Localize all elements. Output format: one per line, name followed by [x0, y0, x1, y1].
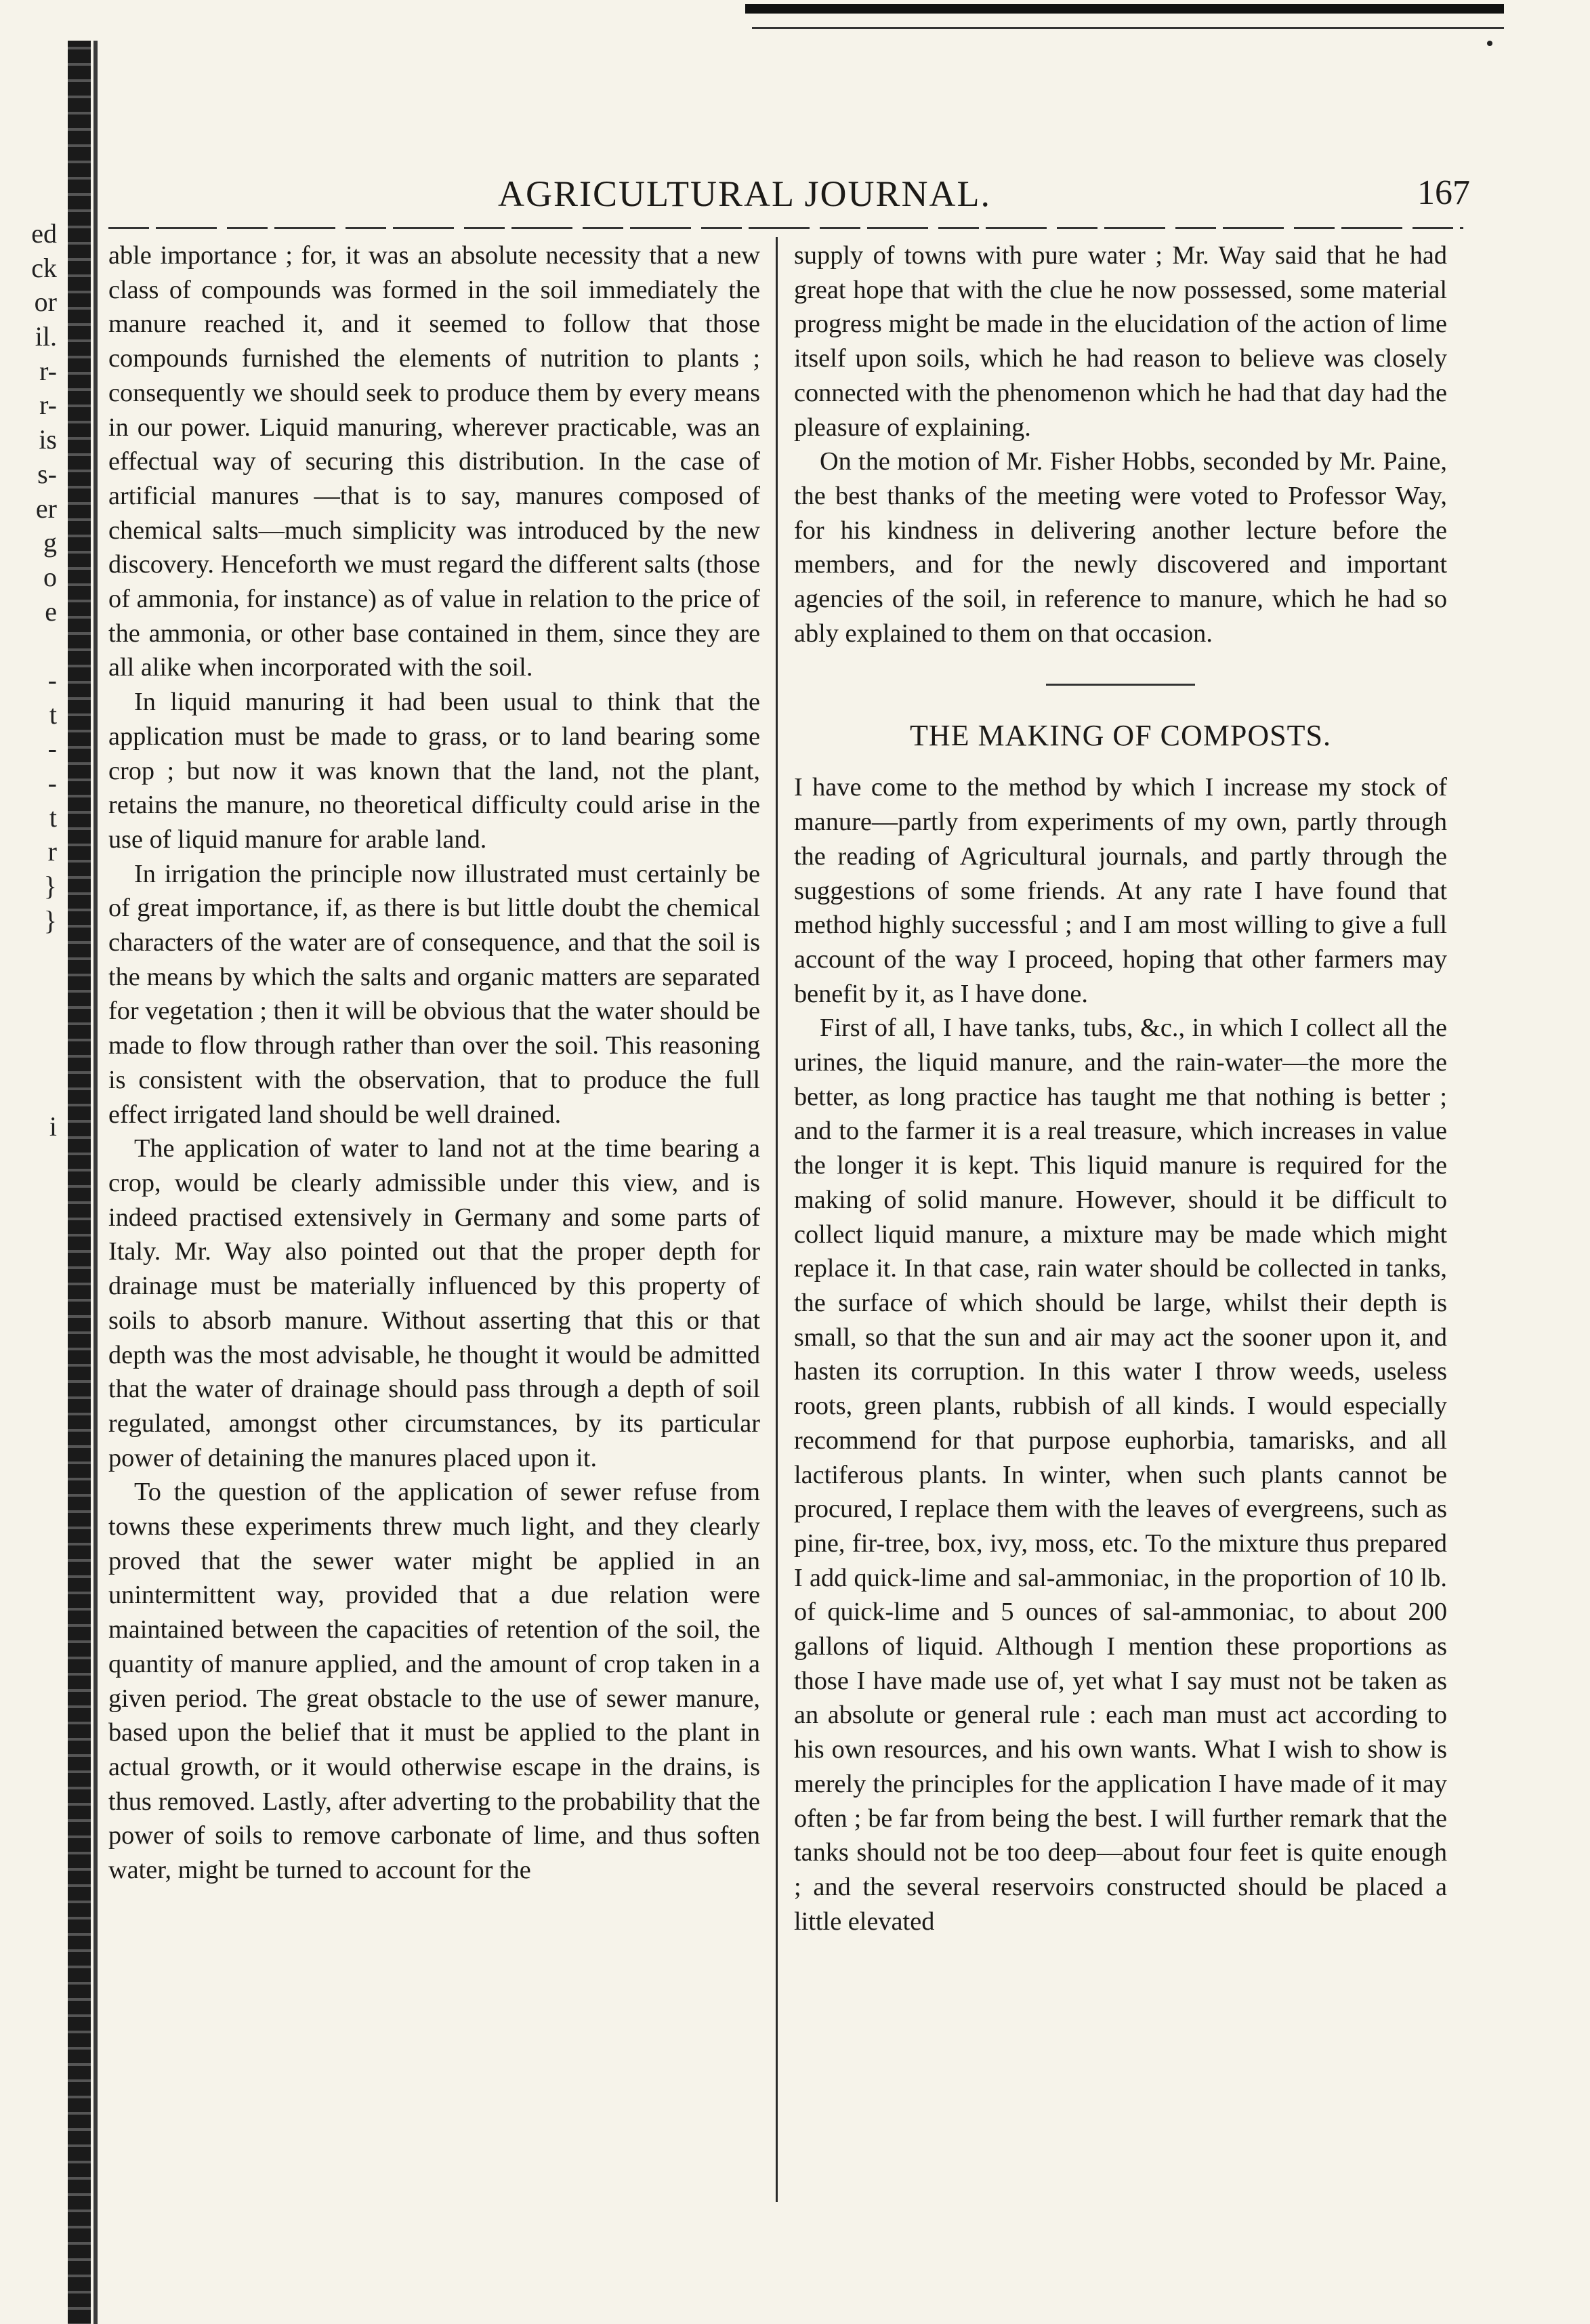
- margin-fragment: r-: [39, 390, 57, 421]
- margin-fragment: e: [45, 596, 57, 627]
- page-binding-shadow: [93, 41, 98, 2324]
- paragraph: In irrigation the principle now illustrated must certainly be of great importance, if, as there is but little doubt the chemical characters of the water are of consequence, and that the soil is the means by which the salts and organic matters are separated for vegetation ; then it will be obvious that the water should be made to flow through rather than over the soil. This reasoning is consistent with the observation, that to produce the full effect irrigated land should be well drained.: [108, 859, 760, 1129]
- paragraph: To the question of the application of sewer refuse from towns these experiments threw much light, and they clearly proved that the sewer water might be applied in an unintermittent way, provided that a due relation were maintained between the capacities of retention of the soil, the quantity of manure applied, and the amount of crop taken in a given period. The great obstacle to the use of sewer manure, based upon the belief that it must be applied to the plant in actual growth, or it would otherwise escape in the drains, is thus removed. Lastly, after adverting to the probability that the power of soils to remove carbonate of lime, and thus soften water, might be turned to account for the: [108, 1478, 760, 1885]
- margin-fragment: r-: [39, 355, 57, 386]
- top-border-line: [745, 4, 1504, 14]
- margin-fragment: [3, 1007, 57, 1041]
- ink-speck: [1487, 41, 1492, 46]
- paragraph: The application of water to land not at the time bearing a crop, would be clearly admissible under this view, and is indeed practised extensively in Germany and some parts of Italy. Mr. Way also pointed out that the proper depth for drainage must be materially influenced by this property of soils to absorb manure. Without asserting that this or that depth was the most advisable, he thought it would be admitted that the water of drainage should pass through a depth of soil regulated, amongst other circumstances, by its particular power of detaining the manures placed upon it.: [108, 1134, 760, 1472]
- margin-fragment: r: [47, 836, 57, 867]
- section-separator: [794, 650, 1447, 719]
- journal-title: AGRICULTURAL JOURNAL.: [498, 173, 992, 214]
- section-heading: THE MAKING OF COMPOSTS.: [910, 719, 1331, 753]
- paragraph: I have come to the method by which I increase my stock of manure—partly from experiments of my own, partly through the reading of Agricultural journals, and partly through the suggestions of some friends. At any rate I have found that method highly successful ; and I am most willing to give a full account of the way I proceed, hoping that other farmers may benefit by it, as I have done.: [794, 773, 1447, 1008]
- margin-fragment: }: [43, 905, 57, 936]
- paragraph: On the motion of Mr. Fisher Hobbs, seconded by Mr. Paine, the best thanks of the meeting were voted to Professor Way, for his kindness in delivering another lecture before the members, and for the newly discovered and important agencies of the soil, in reference to manure, which he had so ably explained to them on that occasion.: [794, 447, 1447, 648]
- margin-fragment: i: [49, 1111, 57, 1142]
- margin-fragment: [3, 629, 57, 663]
- margin-fragment: ed: [31, 218, 57, 249]
- margin-fragment: [3, 972, 57, 1007]
- margin-fragment: g: [43, 527, 57, 558]
- margin-fragment: t: [49, 802, 57, 833]
- running-header: [108, 173, 1470, 220]
- facing-page-margin: [3, 217, 57, 1247]
- right-column: [794, 238, 1447, 1938]
- margin-fragment: [3, 1213, 57, 1247]
- margin-fragment: [3, 1178, 57, 1213]
- margin-fragment: [3, 1144, 57, 1179]
- paragraph: able importance ; for, it was an absolute necessity that a new class of compounds was formed in the soil immediately the manure reached it, and it seemed to follow that those compounds furnished the elements of nutrition to plants ; consequently we should seek to produce them by every means in our power. Liquid manuring, wherever practicable, was an effectual way of securing this distribution. In the case of artificial manures —that is to say, manures composed of chemical salts—much simplicity was introduced by the new discovery. Henceforth we must regard the different salts (those of ammonia, for instance) as of value in relation to the price of the ammonia, or other base contained in them, since they are all alike when incorporated with the soil.: [108, 241, 760, 682]
- column-divider: [776, 237, 778, 2202]
- margin-fragment: -: [47, 664, 57, 695]
- top-thin-line: [752, 27, 1504, 29]
- margin-fragment: s-: [37, 458, 57, 489]
- margin-fragment: [3, 1041, 57, 1076]
- margin-fragment: -: [47, 768, 57, 798]
- paragraph: First of all, I have tanks, tubs, &c., in which I collect all the urines, the liquid manure, and the rain-water—the more the better, as long practice has taught me that nothing is better ; and to the farmer it is a real treasure, which increases in value the longer it is kept. This liquid manure is required for the making of solid manure. However, should it be difficult to collect liquid manure, a mixture may be made which might replace it. In that case, rain water should be collected in tanks, the surface of which should be large, whilst their depth is small, so that the sun and air may act the sooner upon it, and hasten its corruption. In this water I throw weeds, useless roots, green plants, rubbish of all kinds. I would especially recommend for that purpose euphorbia, tamarisks, and all lactiferous plants. In winter, when such plants cannot be procured, I replace them with the leaves of evergreens, such as pine, fir-tree, box, ivy, moss, etc. To the mixture thus prepared I add quick-lime and sal-ammoniac, in the proportion of 10 lb. of quick-lime and 5 ounces of sal-ammoniac, to about 200 gallons of liquid. Although I mention these proportions as those I have made use of, yet what I say must not be taken as an absolute or general rule : each man must act according to his own resources, and his own wants. What I wish to show is merely the principles for the application I have made of it may often ; be far from being the best. I will further remark that the tanks should not be too deep—about four feet is quite enough ; and the several reservoirs constructed should be placed a little elevated: [794, 1014, 1447, 1936]
- page-number: 167: [1417, 173, 1470, 212]
- margin-fragment: }: [43, 871, 57, 902]
- margin-fragment: -: [47, 733, 57, 764]
- margin-fragment: il.: [35, 321, 57, 352]
- margin-fragment: ck: [31, 252, 57, 283]
- header-rule: [108, 227, 1463, 229]
- margin-fragment: er: [35, 493, 57, 524]
- margin-fragment: [3, 938, 57, 972]
- margin-fragment: is: [39, 424, 57, 455]
- margin-fragment: t: [49, 699, 57, 730]
- margin-fragment: o: [43, 561, 57, 592]
- left-column: [108, 238, 760, 1888]
- margin-fragment: or: [34, 287, 57, 318]
- paragraph: supply of towns with pure water ; Mr. Way said that he had great hope that with the clue he now possessed, some material progress might be made in the elucidation of the action of lime itself upon soils, which he had reason to believe was closely connected with the phenomenon which he had that day had the pleasure of explaining.: [794, 241, 1447, 442]
- paragraph: In liquid manuring it had been usual to think that the application must be made to grass, or to land bearing some crop ; but now it was known that the land, not the plant, retains the manure, no theoretical difficulty could arise in the use of liquid manure for arable land.: [108, 688, 760, 854]
- margin-fragment: [3, 1075, 57, 1110]
- page-binding-edge: [68, 41, 91, 2324]
